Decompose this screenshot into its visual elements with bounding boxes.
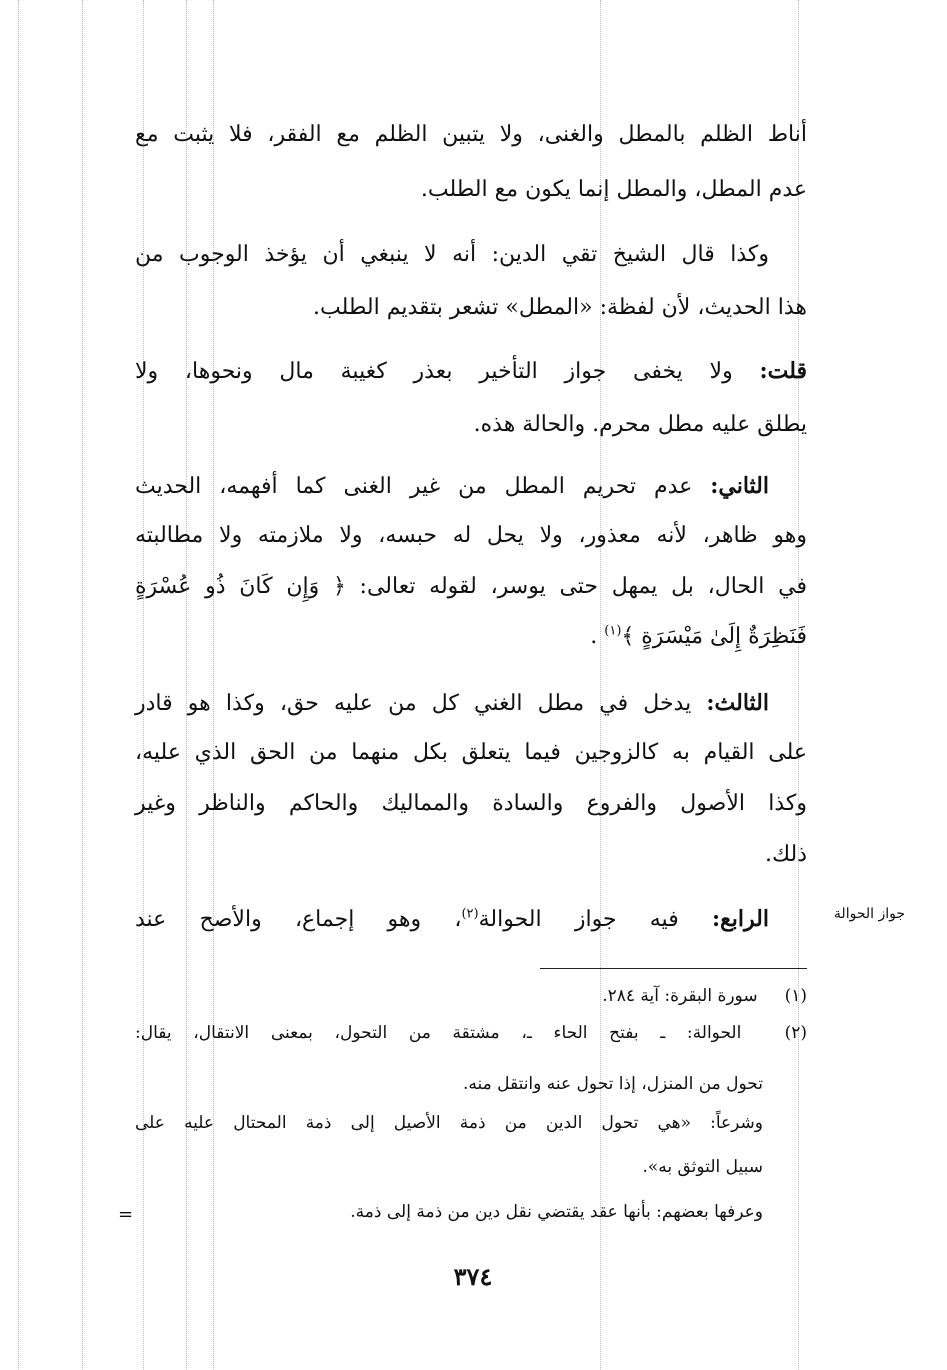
body-text: ، وهو إجماع، والأصح عند	[135, 907, 462, 932]
footnote-text: الحوالة: ـ بفتح الحاء ـ، مشتقة من التحول، بمعنى الانتقال، يقال:	[135, 1023, 742, 1043]
footnote-ref: (٢)	[461, 906, 479, 922]
footnote-line	[135, 1020, 807, 1046]
label-qultu: قلت:	[759, 358, 807, 384]
footnote-line: وعرفها بعضهم: بأنها عقد يقتضي نقل دين من ذمة إلى ذمة.	[350, 1202, 763, 1222]
footnote-line	[135, 983, 807, 1009]
body-line: ذلك.	[764, 842, 807, 867]
body-line	[135, 688, 807, 718]
footnote-line: وشرعاً: «هي تحول الدين من ذمة الأصيل إلى ذمة المحتال عليه على	[135, 1113, 763, 1133]
footnote-ref: (١)	[604, 623, 622, 639]
footnote-line: سبيل التوثق به».	[642, 1157, 763, 1177]
continuation-mark: =	[118, 1204, 134, 1225]
body-line: هذا الحديث، لأن لفظة: «المطل» تشعر بتقديم الطلب.	[312, 295, 807, 320]
body-line: على القيام به كالزوجين فيما يتعلق بكل منهما من الحق الذي عليه،	[135, 740, 807, 765]
footnote-line: تحول من المنزل، إذا تحول عنه وانتقل منه.	[462, 1074, 763, 1094]
body-line: عدم المطل، والمطل إنما يكون مع الطلب.	[420, 177, 807, 202]
body-text: فيه جواز الحوالة	[478, 907, 679, 932]
body-line	[135, 471, 807, 501]
footnote-number: (٢)	[784, 1023, 807, 1043]
body-line: وكذا قال الشيخ تقي الدين: أنه لا ينبغي أن يؤخذ الوجوب من	[135, 242, 769, 267]
label-fourth: الرابع:	[711, 906, 769, 932]
body-line: وهو ظاهر، لأنه معذور، ولا يحل له حبسه، ولا ملازمته ولا مطالبته	[135, 523, 807, 548]
body-text: يدخل في مطل الغني كل من عليه حق، وكذا هو قادر	[135, 691, 692, 716]
body-line: أناط الظلم بالمطل والغنى، ولا يتبين الظلم مع الفقر، فلا يثبت مع	[135, 122, 807, 147]
quran-verse: فَنَظِرَةٌ إِلَىٰ مَيْسَرَةٍ ﴾	[621, 624, 807, 649]
footnote-number: (١)	[784, 986, 807, 1006]
body-line	[135, 904, 807, 934]
page-number: ٣٧٤	[453, 1262, 493, 1291]
label-third: الثالث:	[706, 690, 769, 716]
scan-guide-line	[18, 0, 19, 1370]
body-line: فَنَظِرَةٌ إِلَىٰ مَيْسَرَةٍ ﴾$^{(١)}$ .	[590, 623, 807, 649]
body-text: عدم تحريم المطل من غير الغنى كما أفهمه، الحديث	[135, 474, 693, 499]
scan-guide-line	[82, 0, 83, 1370]
margin-note: جواز الحوالة	[833, 906, 905, 922]
footnote-text: سورة البقرة: آية ٢٨٤.	[602, 986, 758, 1006]
footnote-separator	[540, 968, 807, 969]
body-line: في الحال، بل يمهل حتى يوسر، لقوله تعالى: ﴿ وَإِن كَانَ ذُو عُسْرَةٍ	[135, 574, 807, 599]
body-text: ولا يخفى جواز التأخير بعذر كغيبة مال ونحوها، ولا	[135, 359, 733, 384]
label-second: الثاني:	[710, 473, 769, 499]
body-line: يطلق عليه مطل محرم. والحالة هذه.	[473, 412, 807, 437]
body-line: وكذا الأصول والفروع والسادة والمماليك والحاكم والناظر وغير	[135, 791, 807, 816]
body-line	[135, 356, 807, 386]
